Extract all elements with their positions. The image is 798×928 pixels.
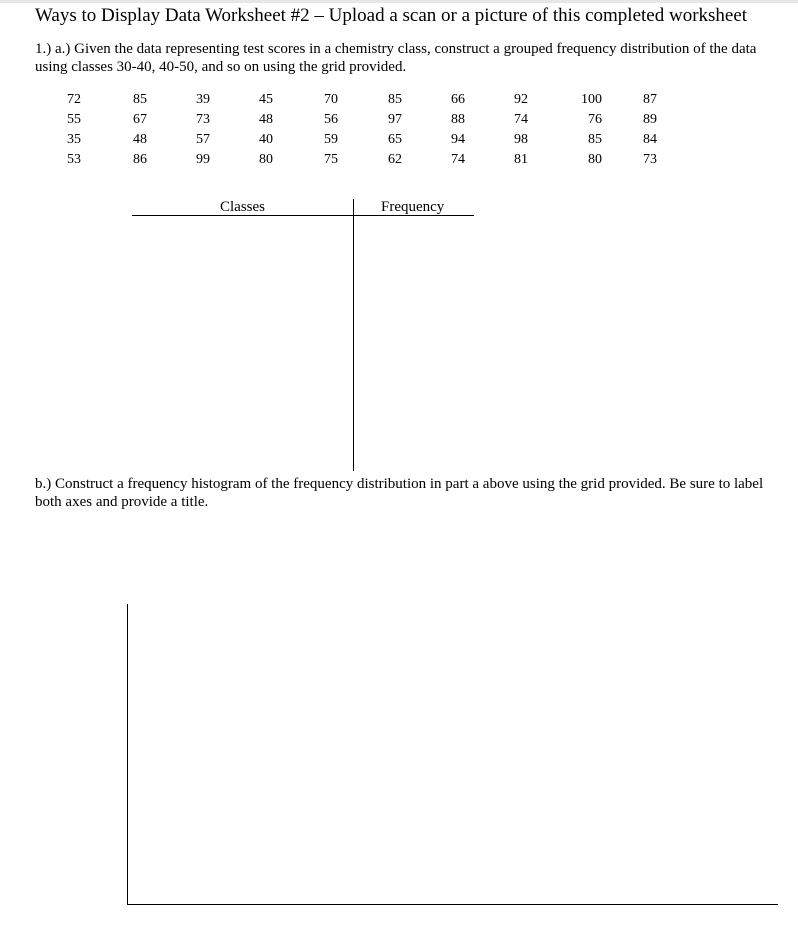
data-value: 62: [388, 152, 402, 167]
data-value: 67: [133, 112, 147, 127]
worksheet-title: Ways to Display Data Worksheet #2 – Upload a scan or a picture of this completed worksheet: [35, 5, 748, 26]
data-value: 88: [451, 112, 465, 127]
data-value: 65: [388, 132, 402, 147]
data-value: 53: [67, 152, 81, 167]
data-value: 92: [514, 92, 528, 107]
data-value: 80: [588, 152, 602, 167]
data-value: 72: [67, 92, 81, 107]
data-value: 80: [259, 152, 273, 167]
top-rule: [0, 0, 798, 3]
data-value: 81: [514, 152, 528, 167]
data-value: 89: [643, 112, 657, 127]
data-value: 56: [324, 112, 338, 127]
classes-header: Classes: [220, 199, 265, 215]
histogram-y-axis: [127, 604, 128, 905]
data-value: 70: [324, 92, 338, 107]
data-value: 45: [259, 92, 273, 107]
data-value: 73: [643, 152, 657, 167]
data-row: [0, 110, 798, 130]
frequency-table-divider: [353, 199, 354, 471]
test-score-data: [0, 90, 798, 170]
data-value: 84: [643, 132, 657, 147]
data-value: 48: [133, 132, 147, 147]
data-value: 76: [588, 112, 602, 127]
histogram-x-axis: [127, 904, 778, 905]
frequency-header: Frequency: [381, 199, 445, 215]
data-value: 94: [451, 132, 465, 147]
data-value: 100: [581, 92, 602, 107]
data-value: 75: [324, 152, 338, 167]
question-b-text: b.) Construct a frequency histogram of the frequency distribution in part a above using the grid provided. Be sure to label both axes and provide a title.: [35, 476, 764, 510]
data-value: 85: [388, 92, 402, 107]
data-value: 66: [451, 92, 465, 107]
data-value: 98: [514, 132, 528, 147]
data-row: [0, 130, 798, 150]
data-row: [0, 90, 798, 110]
data-row: [0, 150, 798, 170]
data-value: 85: [133, 92, 147, 107]
data-value: 35: [67, 132, 81, 147]
data-value: 55: [67, 112, 81, 127]
data-value: 97: [388, 112, 402, 127]
data-value: 59: [324, 132, 338, 147]
data-value: 74: [451, 152, 465, 167]
data-value: 87: [643, 92, 657, 107]
data-value: 85: [588, 132, 602, 147]
data-value: 57: [196, 132, 210, 147]
data-value: 86: [133, 152, 147, 167]
data-value: 74: [514, 112, 528, 127]
data-value: 73: [196, 112, 210, 127]
data-value: 48: [259, 112, 273, 127]
question-a-text: 1.) a.) Given the data representing test scores in a chemistry class, construct a grouped frequency distribution of the data using classes 30-40, 40-50, and so on using the grid provided.: [35, 41, 757, 75]
data-value: 40: [259, 132, 273, 147]
data-value: 39: [196, 92, 210, 107]
frequency-table-header-line: [132, 215, 474, 216]
data-value: 99: [196, 152, 210, 167]
